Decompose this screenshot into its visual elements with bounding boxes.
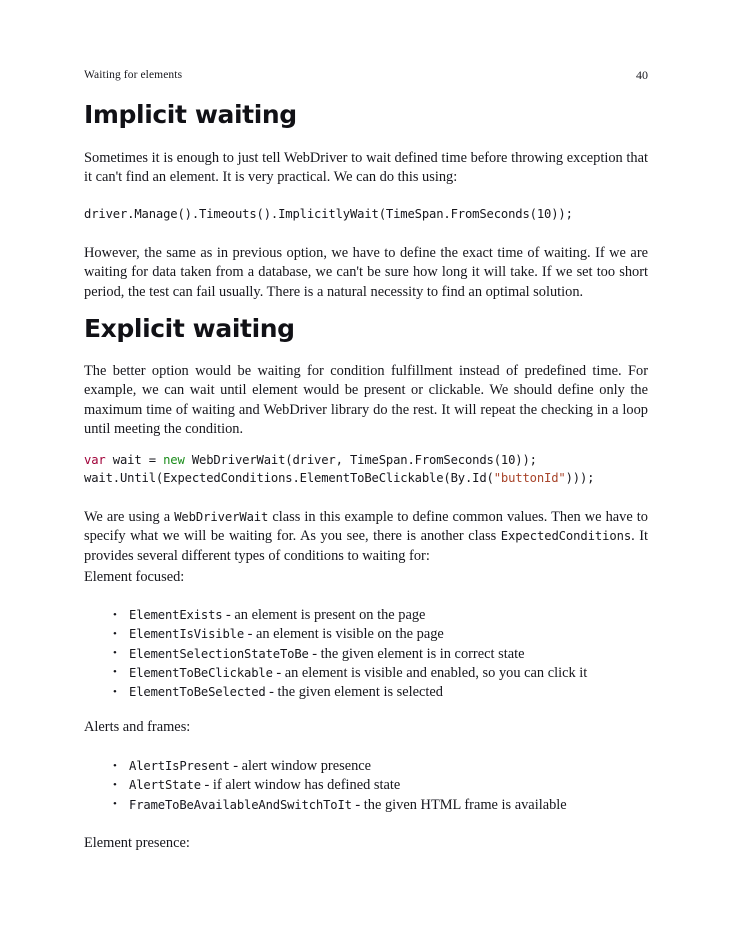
section-heading-implicit-waiting-wrap <box>84 100 648 130</box>
running-head <box>84 67 648 83</box>
list-item-term: AlertIsPresent <box>129 759 230 773</box>
list-intro-element-focused-wrap <box>84 568 648 587</box>
code-block-implicit-wait: driver.Manage().Timeouts().ImplicitlyWait(TimeSpan.FromSeconds(10)); <box>84 207 573 221</box>
list-item-term: ElementSelectionStateToBe <box>129 646 309 661</box>
page-number: 40 <box>636 68 648 82</box>
code-keyword-new: new <box>163 453 185 467</box>
list-element-focused <box>110 606 648 702</box>
code-block-explicit-wait-wrap <box>84 452 648 487</box>
list-item <box>110 645 648 664</box>
explanation-part-2: class in this example to define common values. Then we have to specify what we will be waiting for. As you see, there is another class <box>84 509 648 545</box>
list-item-term: ElementIsVisible <box>129 627 244 642</box>
paragraph-implicit-intro: Sometimes it is enough to just tell WebDriver to wait defined time before throwing exception that it can't find an element. It is very practical. We can do this using: <box>84 150 648 186</box>
paragraph-explicit-intro: The better option would be waiting for condition fulfillment instead of predefined time. For example, we can wait until element would be present or clickable. We should define only the maximum time of waiting and WebDriver library do the rest. It will repeat the checking in a loop until meeting the condition. <box>84 363 648 438</box>
list-item <box>110 606 648 625</box>
section-heading-explicit-waiting-wrap <box>84 314 648 344</box>
code-string-buttonid: "buttonId" <box>493 470 566 485</box>
paragraph-implicit-intro-wrap <box>84 149 648 188</box>
list-intro-element-focused: Element focused: <box>84 569 185 585</box>
paragraph-explicit-intro-wrap <box>84 362 648 440</box>
explanation-part-1: We are using a <box>84 509 175 525</box>
list-alerts-frames-wrap <box>110 757 648 815</box>
code-text-line2-head: wait.Until(ExpectedConditions.ElementToBeClickable(By.Id( <box>84 470 494 485</box>
list-intro-alerts-frames: Alerts and frames: <box>84 719 191 735</box>
list-alerts-frames <box>110 757 648 815</box>
code-block-implicit-wait-wrap <box>84 206 648 224</box>
section-heading-implicit-waiting: Implicit waiting <box>84 100 297 129</box>
list-item-term: AlertState <box>129 778 201 793</box>
code-keyword-var: var <box>84 453 106 467</box>
paragraph-implicit-drawbacks: However, the same as in previous option, we have to define the exact time of waiting. If we are waiting for data taken from a database, we can't be sure how long it will take. If we set too short period, the test can fail usually. There is a natural necessity to find an optimal solution. <box>84 245 648 300</box>
list-item <box>110 757 648 776</box>
list-item-desc: - alert window presence <box>229 758 372 774</box>
list-item-desc: - an element is visible and enabled, so you can click it <box>272 664 588 681</box>
section-heading-explicit-waiting: Explicit waiting <box>84 314 295 343</box>
code-text-line2-tail: ))); <box>565 470 595 485</box>
list-item-desc: - the given element is selected <box>265 684 443 701</box>
list-item <box>110 625 648 644</box>
explanation-part-3: . It provides several different types of conditions to waiting for: <box>84 528 648 564</box>
code-block-explicit-wait <box>84 452 648 487</box>
inline-code-expectedconditions: ExpectedConditions <box>500 529 632 544</box>
list-intro-element-presence: Element presence: <box>84 835 190 851</box>
list-element-focused-wrap <box>110 606 648 702</box>
list-item-term: ElementToBeSelected <box>129 685 266 700</box>
list-item <box>110 683 648 702</box>
list-item-desc: - an element is visible on the page <box>244 626 444 643</box>
code-text-line1-mid: wait = <box>105 453 164 467</box>
list-item <box>110 776 648 795</box>
list-intro-element-presence-wrap <box>84 834 648 853</box>
list-intro-alerts-frames-wrap <box>84 718 648 737</box>
list-item-desc: - the given HTML frame is available <box>351 796 567 813</box>
list-item-desc: - an element is present on the page <box>222 607 426 623</box>
list-item-desc: - if alert window has defined state <box>200 777 401 794</box>
list-item-term: ElementToBeClickable <box>129 665 273 680</box>
inline-code-webdriverwait: WebDriverWait <box>174 510 269 524</box>
paragraph-explanation-wrap <box>84 508 648 566</box>
paragraph-implicit-drawbacks-wrap <box>84 244 648 302</box>
code-text-line1-tail: WebDriverWait(driver, TimeSpan.FromSeconds(10)); <box>184 453 537 467</box>
running-head-title: Waiting for elements <box>84 69 183 81</box>
list-item-desc: - the given element is in correct state <box>308 645 525 662</box>
list-item <box>110 796 648 815</box>
list-item-term: FrameToBeAvailableAndSwitchToIt <box>129 797 352 812</box>
list-item <box>110 664 648 683</box>
paragraph-explanation <box>84 508 648 566</box>
list-item-term: ElementExists <box>129 608 223 622</box>
